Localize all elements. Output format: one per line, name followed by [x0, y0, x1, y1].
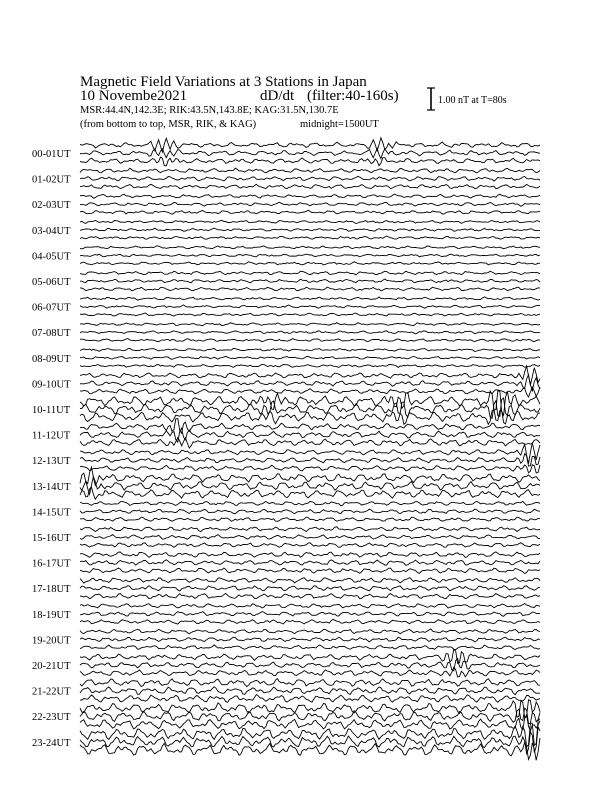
trace-kag [80, 552, 540, 558]
trace-kag [80, 246, 540, 249]
trace-msr [80, 387, 540, 397]
trace-kag [80, 366, 540, 385]
trace-rik [80, 331, 540, 334]
trace-msr [80, 715, 540, 731]
trace-rows [32, 138, 540, 761]
trace-rik [80, 454, 540, 467]
trace-rik [80, 687, 540, 695]
row-label: 17-18UT [32, 584, 71, 596]
trace-rik [80, 637, 540, 642]
row-label: 08-09UT [32, 353, 71, 365]
trace-rik [80, 708, 540, 723]
trace-msr [80, 364, 540, 367]
row-label: 14-15UT [32, 507, 71, 519]
trace-msr [80, 517, 540, 521]
row-label: 01-02UT [32, 174, 71, 186]
trace-rik [80, 305, 540, 308]
row-label: 21-22UT [32, 686, 71, 698]
stations-label: MSR:44.4N,142.3E; RIK:43.5N,143.8E; KAG:31.5N,130.7E [80, 105, 339, 116]
trace-kag [80, 578, 540, 583]
trace-rik [80, 176, 540, 181]
scale-label: 1.00 nT at T=80s [438, 95, 507, 106]
chart-title: Magnetic Field Variations at 3 Stations in Japan [80, 74, 367, 90]
trace-msr [80, 645, 540, 650]
row-label: 19-20UT [32, 635, 71, 647]
trace-msr [80, 210, 540, 214]
trace-msr [80, 262, 540, 265]
trace-kag [80, 168, 540, 173]
order-note: (from bottom to top, MSR, RIK, & KAG) [80, 119, 257, 130]
row-label: 12-13UT [32, 456, 71, 468]
row-label: 16-17UT [32, 558, 71, 570]
trace-kag [80, 419, 540, 434]
row-label: 05-06UT [32, 277, 71, 288]
trace-kag [80, 194, 540, 198]
trace-rik [80, 356, 540, 359]
row-label: 03-04UT [32, 225, 71, 237]
row-label: 15-16UT [32, 533, 71, 544]
trace-rik [80, 228, 540, 231]
trace-rik [80, 254, 540, 257]
trace-msr [80, 593, 540, 598]
trace-kag [80, 649, 540, 663]
trace-rik [80, 727, 540, 754]
trace-kag [80, 297, 540, 300]
trace-msr [80, 543, 540, 548]
trace-kag [80, 604, 540, 609]
trace-msr [80, 619, 540, 624]
trace-rik [80, 149, 540, 159]
trace-rik [80, 535, 540, 540]
trace-kag [80, 323, 540, 326]
trace-msr [80, 339, 540, 342]
trace-msr [80, 313, 540, 316]
row-label: 20-21UT [32, 661, 71, 672]
trace-kag [80, 220, 540, 223]
trace-kag [80, 138, 540, 152]
trace-msr [80, 695, 540, 703]
trace-msr [80, 157, 540, 166]
trace-msr [80, 236, 540, 239]
row-label: 09-10UT [32, 379, 71, 391]
quantity-label: dD/dt [260, 88, 295, 104]
row-label: 07-08UT [32, 328, 71, 340]
row-label: 04-05UT [32, 251, 71, 263]
row-label: 13-14UT [32, 481, 71, 493]
row-label: 06-07UT [32, 302, 71, 314]
trace-rik [80, 279, 540, 283]
midnight-note: midnight=1500UT [300, 119, 379, 130]
trace-kag [80, 700, 540, 718]
trace-kag [80, 348, 540, 351]
row-label: 22-23UT [32, 712, 71, 724]
trace-rik [80, 509, 540, 514]
trace-kag [80, 679, 540, 687]
scale-bar [427, 88, 435, 110]
trace-msr [80, 184, 540, 188]
trace-rik [80, 560, 540, 565]
row-label: 23-24UT [32, 737, 71, 749]
trace-rik [80, 586, 540, 591]
trace-rik [80, 612, 540, 617]
row-label: 00-01UT [32, 149, 71, 160]
row-label: 10-11UT [32, 405, 71, 416]
trace-msr [80, 287, 540, 291]
row-label: 11-12UT [32, 430, 71, 442]
trace-msr [80, 568, 540, 574]
trace-rik [80, 428, 540, 442]
date-label: 10 Novembe2021 [80, 88, 188, 104]
trace-msr [80, 487, 540, 499]
trace-msr [80, 667, 540, 677]
trace-msr [80, 465, 540, 473]
trace-kag [80, 527, 540, 532]
row-label: 02-03UT [32, 200, 71, 212]
trace-msr [80, 438, 540, 448]
trace-kag [80, 629, 540, 634]
row-label: 18-19UT [32, 609, 71, 621]
trace-rik [80, 202, 540, 206]
filter-label: (filter:40-160s) [307, 88, 399, 104]
trace-kag [80, 467, 540, 486]
trace-kag [80, 271, 540, 275]
trace-kag [80, 501, 540, 505]
